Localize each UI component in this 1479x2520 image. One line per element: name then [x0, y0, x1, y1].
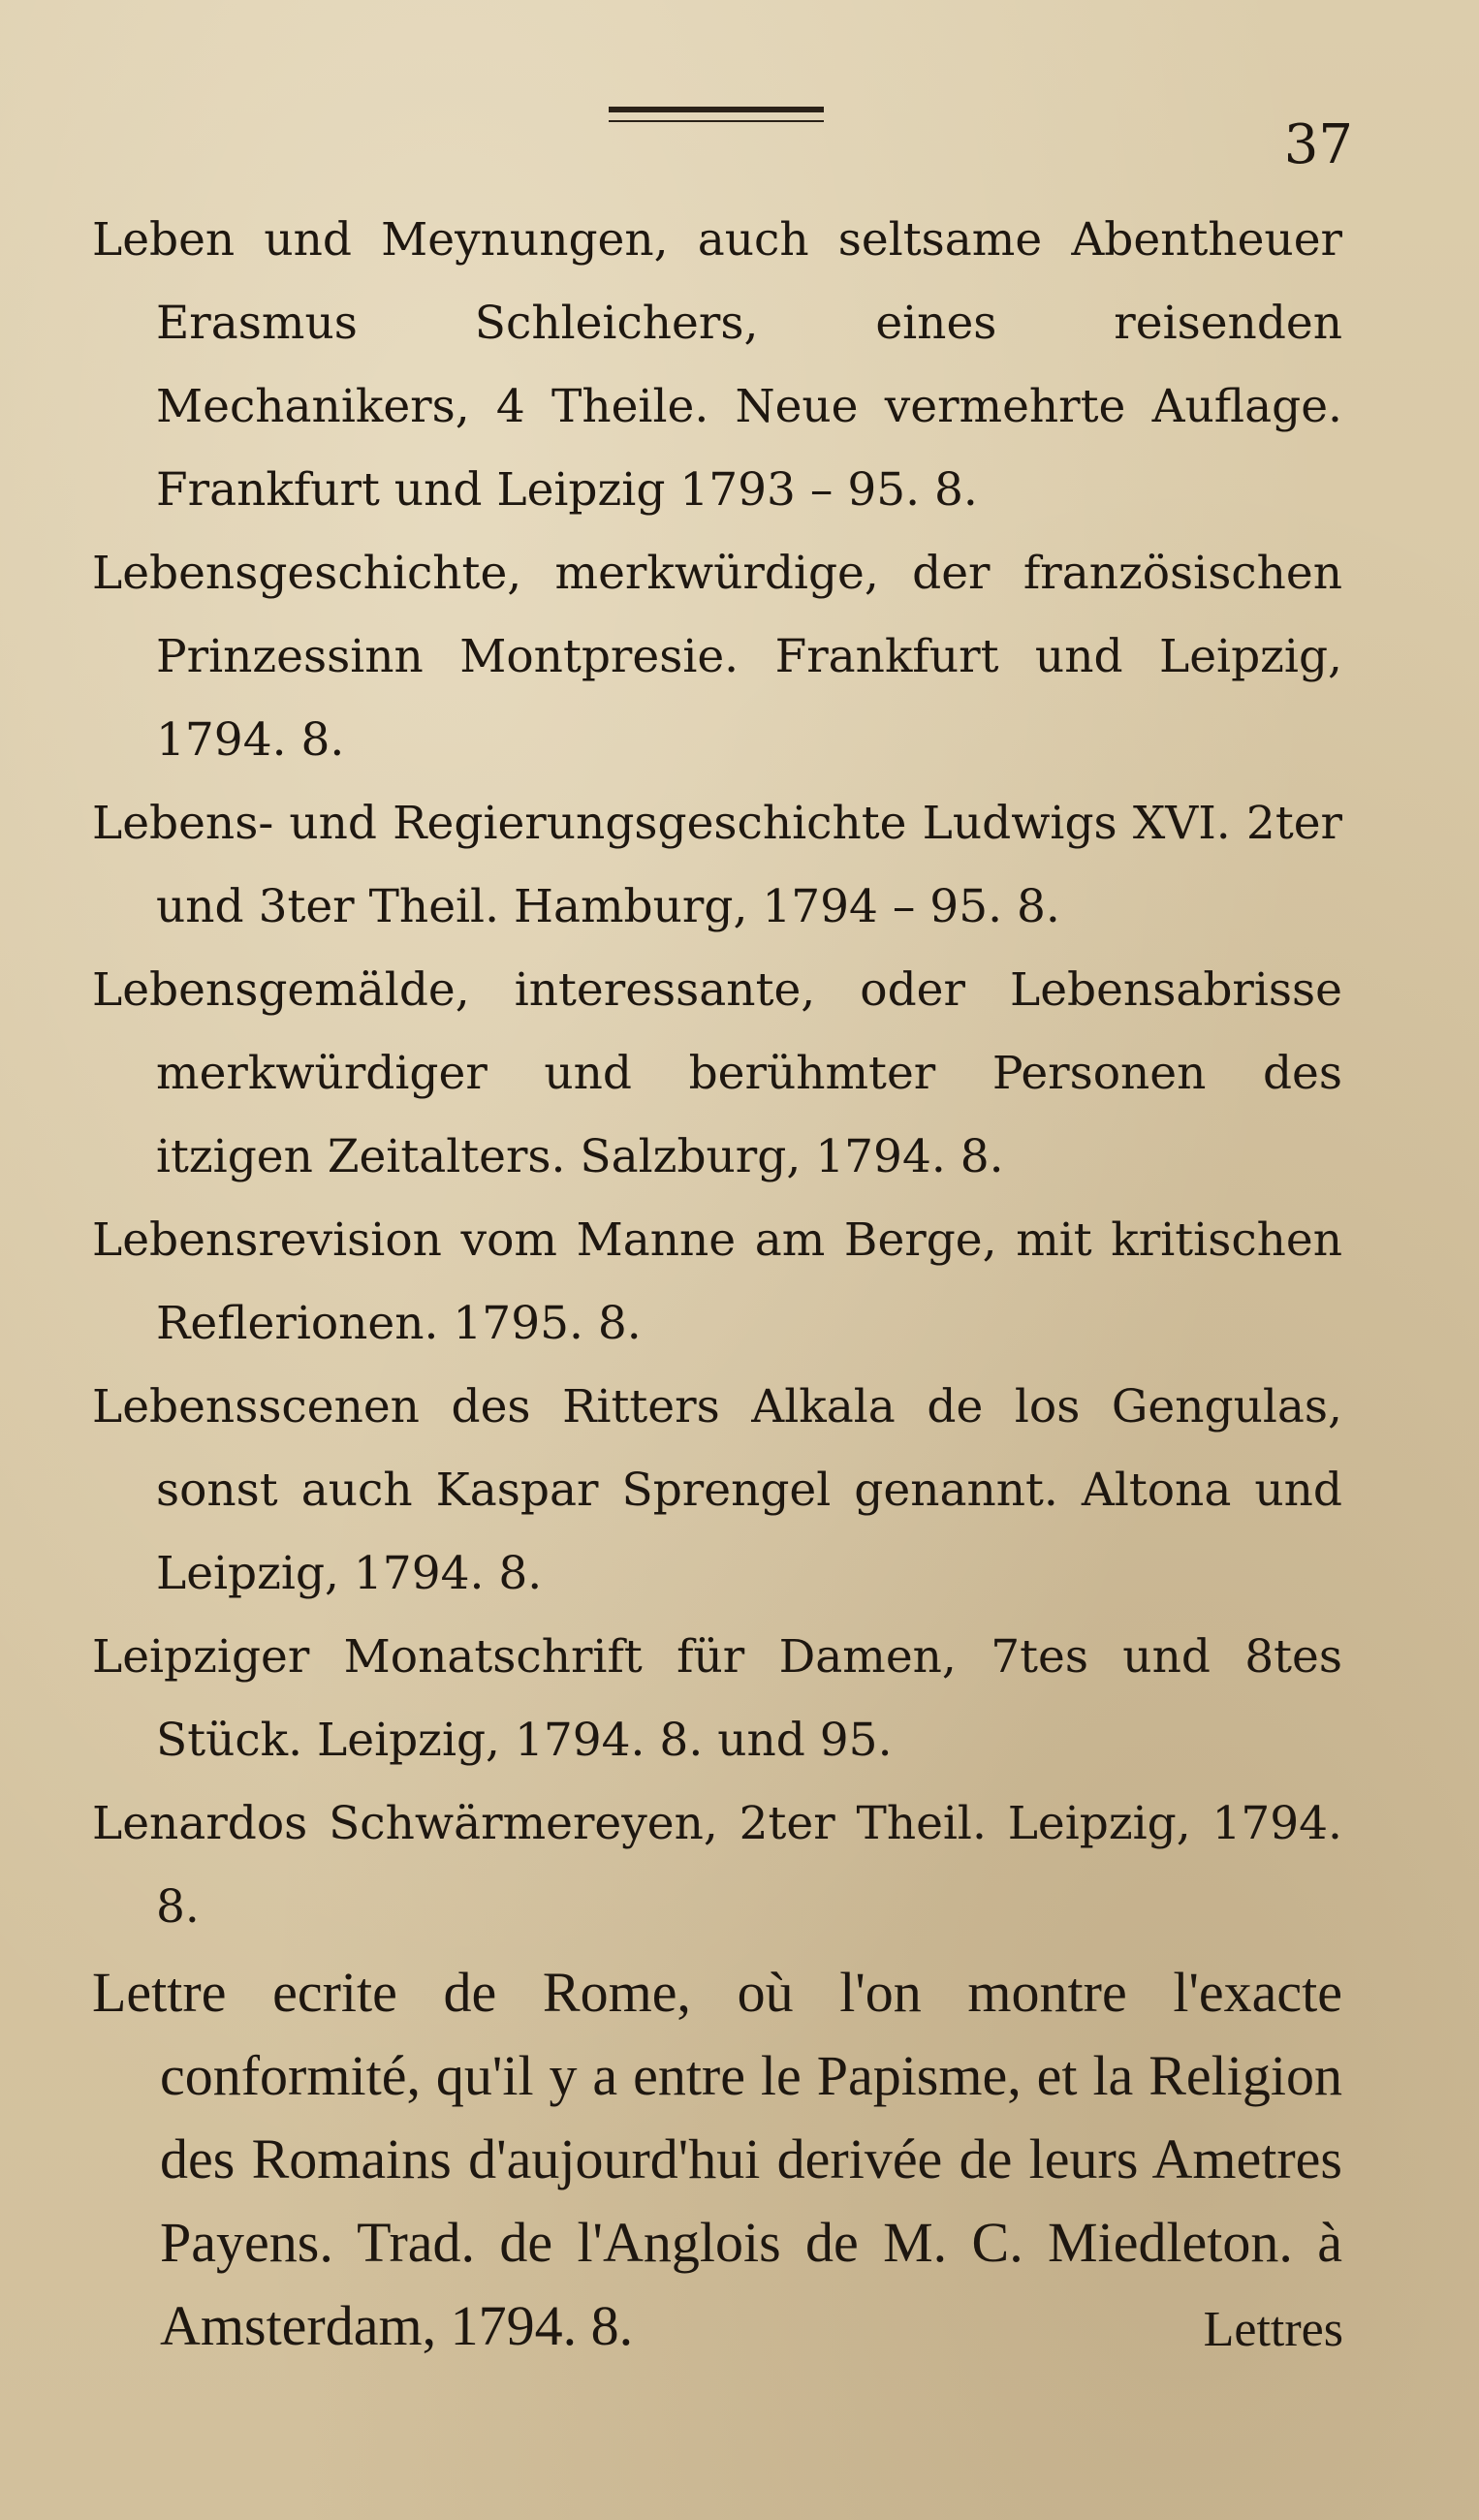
catalog-entry: Leipziger Monatschrift für Damen, 7tes und 8tes Stück. Leipzig, 1794. 8. und 95.	[92, 1630, 1342, 1767]
catalog-entry: Leben und Meynungen, auch seltsame Abentheuer Erasmus Schleichers, eines reisenden Mechanikers, 4 Theile. Neue vermehrte Auflage. Frankfurt und Leipzig 1793 – 95. 8.	[92, 213, 1342, 517]
catalog-entry: Lebensgeschichte, merkwürdige, der französischen Prinzessinn Montpresie. Frankfurt und Leipzig, 1794. 8.	[92, 547, 1342, 767]
catalog-entry: Lebensgemälde, interessante, oder Lebensabrisse merkwürdiger und berühmter Personen des itzigen Zeitalters. Salzburg, 1794. 8.	[92, 963, 1342, 1183]
catchword: Lettres	[1203, 2302, 1343, 2357]
header-rule	[609, 107, 824, 112]
catalog-entry: Lebensscenen des Ritters Alkala de los Gengulas, sonst auch Kaspar Sprengel genannt. Altona und Leipzig, 1794. 8.	[92, 1380, 1342, 1600]
header-rule-thin	[609, 120, 824, 122]
page-number: 37	[1283, 113, 1353, 176]
catalog-entry: Lenardos Schwärmereyen, 2ter Theil. Leipzig, 1794. 8.	[92, 1797, 1342, 1934]
catalog-entry: Lebensrevision vom Manne am Berge, mit kritischen Reflerionen. 1795. 8.	[92, 1213, 1342, 1350]
catalog-entry: Lebens- und Regierungsgeschichte Ludwigs XVI. 2ter und 3ter Theil. Hamburg, 1794 – 95. 8.	[92, 797, 1342, 933]
catalog-entries	[92, 199, 1342, 2368]
catalog-entry-french: Lettre ecrite de Rome, où l'on montre l'exacte conformité, qu'il y a entre le Papisme, et la Religion des Romains d'aujourd'hui derivée de leurs Ametres Payens. Trad. de l'Anglois de M. C. Miedleton. à Amsterdam, 1794. 8.	[92, 1961, 1342, 2357]
